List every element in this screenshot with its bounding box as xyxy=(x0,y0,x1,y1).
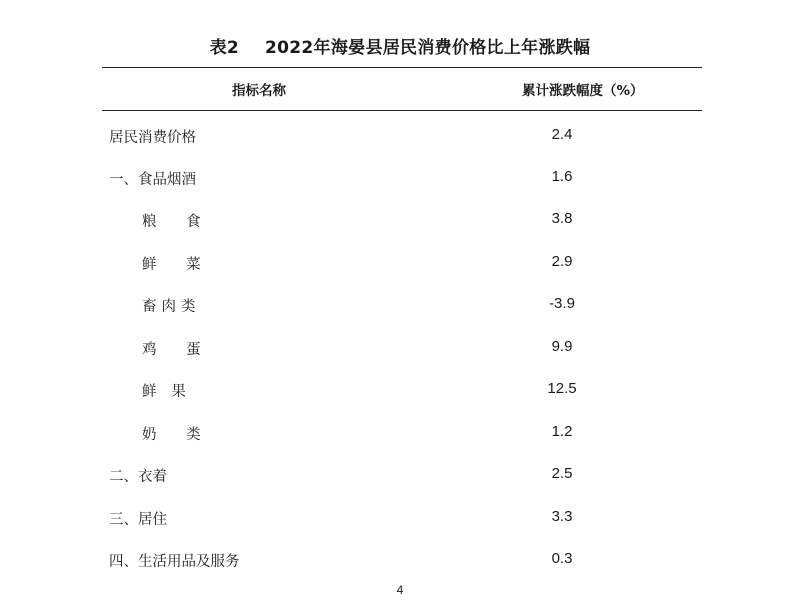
table-row xyxy=(0,289,800,319)
table-top-rule xyxy=(102,67,702,68)
table-row xyxy=(0,544,800,574)
table-title-text: 2022年海晏县居民消费价格比上年涨跌幅 xyxy=(265,38,591,58)
row-name: 一、食品烟酒 xyxy=(109,172,196,188)
row-value: -3.9 xyxy=(549,295,575,312)
row-name: 粮 食 xyxy=(142,214,201,230)
table-row xyxy=(0,374,800,404)
table-row xyxy=(0,120,800,150)
row-name: 四、生活用品及服务 xyxy=(109,554,240,570)
row-value: 3.8 xyxy=(551,210,573,227)
row-name: 二、衣着 xyxy=(109,469,167,485)
table-row xyxy=(0,332,800,362)
row-value: 9.9 xyxy=(551,338,573,355)
table-row xyxy=(0,247,800,277)
row-name: 三、居住 xyxy=(109,512,167,528)
row-name: 鲜 果 xyxy=(142,384,187,400)
table-row xyxy=(0,204,800,234)
table-code: 表2 xyxy=(209,38,240,58)
column-header-value: 累计涨跌幅度（%） xyxy=(522,83,644,99)
row-value: 1.6 xyxy=(551,168,573,185)
table-row xyxy=(0,162,800,192)
row-name: 畜 肉 类 xyxy=(142,299,196,315)
row-name: 鸡 蛋 xyxy=(142,342,201,358)
row-value: 12.5 xyxy=(547,380,577,397)
table-title xyxy=(0,33,800,58)
row-value: 2.4 xyxy=(551,126,573,143)
table-header-rule xyxy=(102,110,702,111)
page-number: 4 xyxy=(396,583,404,597)
table-row xyxy=(0,417,800,447)
row-value: 2.9 xyxy=(551,253,573,270)
table-row xyxy=(0,502,800,532)
table-row xyxy=(0,459,800,489)
table-header-row xyxy=(102,79,702,103)
row-name: 居民消费价格 xyxy=(109,130,196,146)
row-name: 奶 类 xyxy=(142,427,201,443)
row-value: 1.2 xyxy=(551,423,573,440)
row-value: 0.3 xyxy=(551,550,573,567)
row-value: 3.3 xyxy=(551,508,573,525)
column-header-name: 指标名称 xyxy=(232,83,286,99)
row-name: 鲜 菜 xyxy=(142,257,201,273)
row-value: 2.5 xyxy=(551,465,573,482)
